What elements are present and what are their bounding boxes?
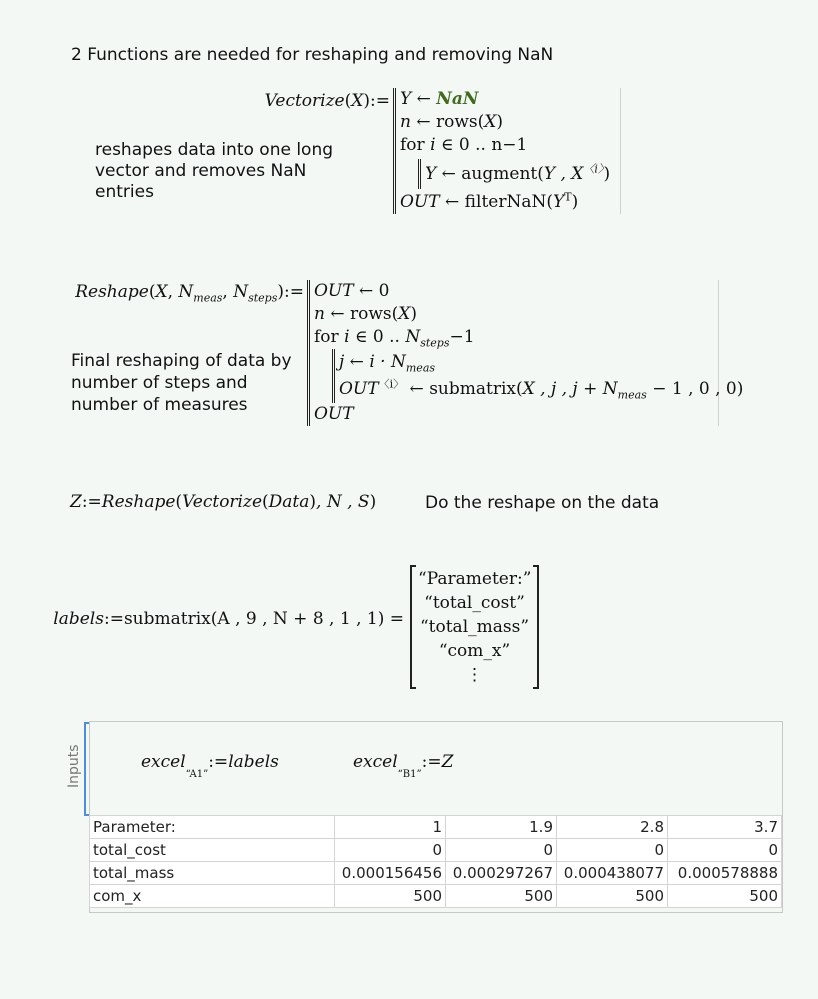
excel-table[interactable] — [89, 815, 782, 908]
var: j — [339, 352, 345, 372]
vectorize-lhs[interactable]: Vectorize(X):= — [264, 91, 390, 111]
sub: “B1” — [397, 769, 422, 781]
function-name: Vectorize — [264, 91, 345, 111]
sub: meas — [193, 291, 223, 305]
arg: X — [484, 112, 497, 132]
table-cell[interactable]: 1.9 — [446, 816, 557, 839]
arg: Data — [268, 492, 310, 512]
var: excel — [141, 752, 186, 772]
fn: submatrix — [123, 609, 211, 629]
var: OUT — [314, 281, 354, 301]
table-cell[interactable]: 0 — [557, 839, 668, 862]
for-keyword: for — [314, 327, 339, 347]
assign-operator: := — [421, 752, 442, 772]
sub: “A1” — [185, 769, 209, 781]
args: X , j , j + N — [522, 379, 618, 399]
var: OUT — [400, 192, 440, 212]
table-cell[interactable]: 0 — [668, 839, 782, 862]
comment-line: number of measures — [71, 395, 248, 415]
matrix-cell: “Parameter:” — [418, 569, 532, 589]
fn: rows — [436, 112, 478, 132]
function-arg: X — [351, 91, 364, 111]
sup: 〈i〉 — [378, 377, 405, 391]
matrix-cell: “com_x” — [438, 641, 511, 661]
z-comment[interactable]: Do the reshape on the data — [425, 493, 660, 513]
matrix-cell: “total_mass” — [419, 617, 530, 637]
excel-input-a1[interactable] — [141, 752, 279, 781]
table-row — [90, 816, 782, 839]
assign-operator: := — [103, 609, 124, 629]
excel-input-b1[interactable] — [353, 752, 454, 781]
table-cell[interactable]: Parameter: — [90, 816, 335, 839]
table-cell[interactable]: 3.7 — [668, 816, 782, 839]
arg: X — [155, 282, 168, 302]
args: − 1 , 0 , 0 — [652, 379, 737, 399]
var: excel — [353, 752, 398, 772]
sub: steps — [420, 336, 450, 350]
arg: X — [398, 304, 411, 324]
assign-operator: := — [284, 282, 304, 302]
sup: T — [564, 190, 572, 204]
expr: i · N — [369, 352, 406, 372]
value: labels — [228, 752, 279, 772]
sub: meas — [617, 388, 647, 402]
comment-line: reshapes data into one long — [95, 140, 334, 160]
z-definition[interactable]: Z:=Reshape(Vectorize(Data), N , S) — [70, 492, 377, 512]
range-tail: −1 — [449, 327, 475, 347]
comment-line: Final reshaping of data by — [71, 351, 292, 371]
table-cell[interactable]: 500 — [557, 885, 668, 908]
table-cell[interactable]: 0.000438077 — [557, 862, 668, 885]
var: N — [405, 327, 421, 347]
sub: steps — [248, 291, 278, 305]
arg: Y — [553, 192, 565, 212]
reshape-program[interactable]: OUT ← 0 n ← rows(X) for i ∈ 0 .. $N_{steps}-1$ j ← $i \cdot N_{meas}$ $OUT^{〈i〉}$ ← submatrix(X , j , $j + N_{meas} - 1$ , 0 , 0) OUT — [307, 280, 719, 426]
args: Y , X — [543, 164, 584, 184]
val: 0 — [378, 281, 390, 301]
assign-operator: := — [208, 752, 229, 772]
args: A , 9 , N + 8 , 1 , 1 — [217, 609, 378, 629]
reshape-comment[interactable] — [71, 350, 292, 416]
table-cell[interactable]: total_cost — [90, 839, 335, 862]
table-cell[interactable]: 500 — [446, 885, 557, 908]
section-heading: 2 Functions are needed for reshaping and removing NaN — [71, 45, 554, 65]
table-cell[interactable]: 0 — [446, 839, 557, 862]
comment-line: entries — [95, 182, 154, 202]
reshape-lhs[interactable]: Reshape(X, $N_{meas}$, $N_{steps}):=$ — [75, 282, 304, 305]
table-row — [90, 839, 782, 862]
var: i — [344, 327, 350, 347]
table-cell[interactable]: 0.000297267 — [446, 862, 557, 885]
value: Z — [441, 752, 454, 772]
table-row — [90, 862, 782, 885]
sub: meas — [405, 361, 436, 375]
fn: Vectorize — [182, 492, 263, 512]
var: Y — [425, 164, 437, 184]
table-cell[interactable]: total_mass — [90, 862, 335, 885]
table-cell[interactable]: 2.8 — [557, 816, 668, 839]
fn: augment — [461, 164, 538, 184]
var: n — [314, 304, 325, 324]
table-cell[interactable]: 0.000156456 — [335, 862, 446, 885]
function-name: Reshape — [75, 282, 149, 302]
var: labels — [53, 609, 104, 629]
var: OUT — [314, 404, 354, 424]
table-cell[interactable]: 1 — [335, 816, 446, 839]
inputs-label: Inputs — [66, 744, 82, 788]
var: n — [400, 112, 411, 132]
range: 0 .. n−1 — [458, 135, 528, 155]
table-row — [90, 885, 782, 908]
matrix-cell: “total_cost” — [424, 593, 525, 613]
labels-definition[interactable]: labels:=submatrix(A , 9 , N + 8 , 1 , 1) = — [53, 609, 404, 629]
fn: submatrix — [429, 379, 516, 399]
nan-keyword: NaN — [436, 89, 479, 109]
comment-line: number of steps and — [71, 373, 248, 393]
table-cell[interactable]: 500 — [668, 885, 782, 908]
var: OUT — [339, 379, 379, 399]
sup: 〈i〉 — [583, 162, 604, 176]
vectorize-comment[interactable] — [95, 140, 333, 203]
fn: rows — [350, 304, 392, 324]
comment-line: vector and removes NaN — [95, 161, 307, 181]
fn: filterNaN — [464, 192, 547, 212]
vectorize-program[interactable]: Y ← NaN n ← rows(X) for i ∈ 0 .. n−1 Y ← augment(Y , $X^{〈i〉}$) OUT ← $filterNaN(Y^T)$ — [393, 88, 621, 214]
labels-result-matrix[interactable] — [410, 565, 539, 689]
arg: N — [178, 282, 194, 302]
var: i — [430, 135, 436, 155]
assign-operator: := — [81, 492, 102, 512]
args: , N , S — [316, 492, 370, 512]
fn: Reshape — [101, 492, 176, 512]
var: Z — [70, 492, 82, 512]
range: 0 .. — [372, 327, 406, 347]
assign-operator: := — [370, 91, 390, 111]
table-cell[interactable]: 0 — [335, 839, 446, 862]
table-cell[interactable]: 500 — [335, 885, 446, 908]
table-cell[interactable]: 0.000578888 — [668, 862, 782, 885]
arg: N — [233, 282, 249, 302]
for-keyword: for — [400, 135, 425, 155]
table-cell[interactable]: com_x — [90, 885, 335, 908]
ellipsis-icon: ⋮ — [466, 665, 483, 685]
var: Y — [400, 89, 412, 109]
